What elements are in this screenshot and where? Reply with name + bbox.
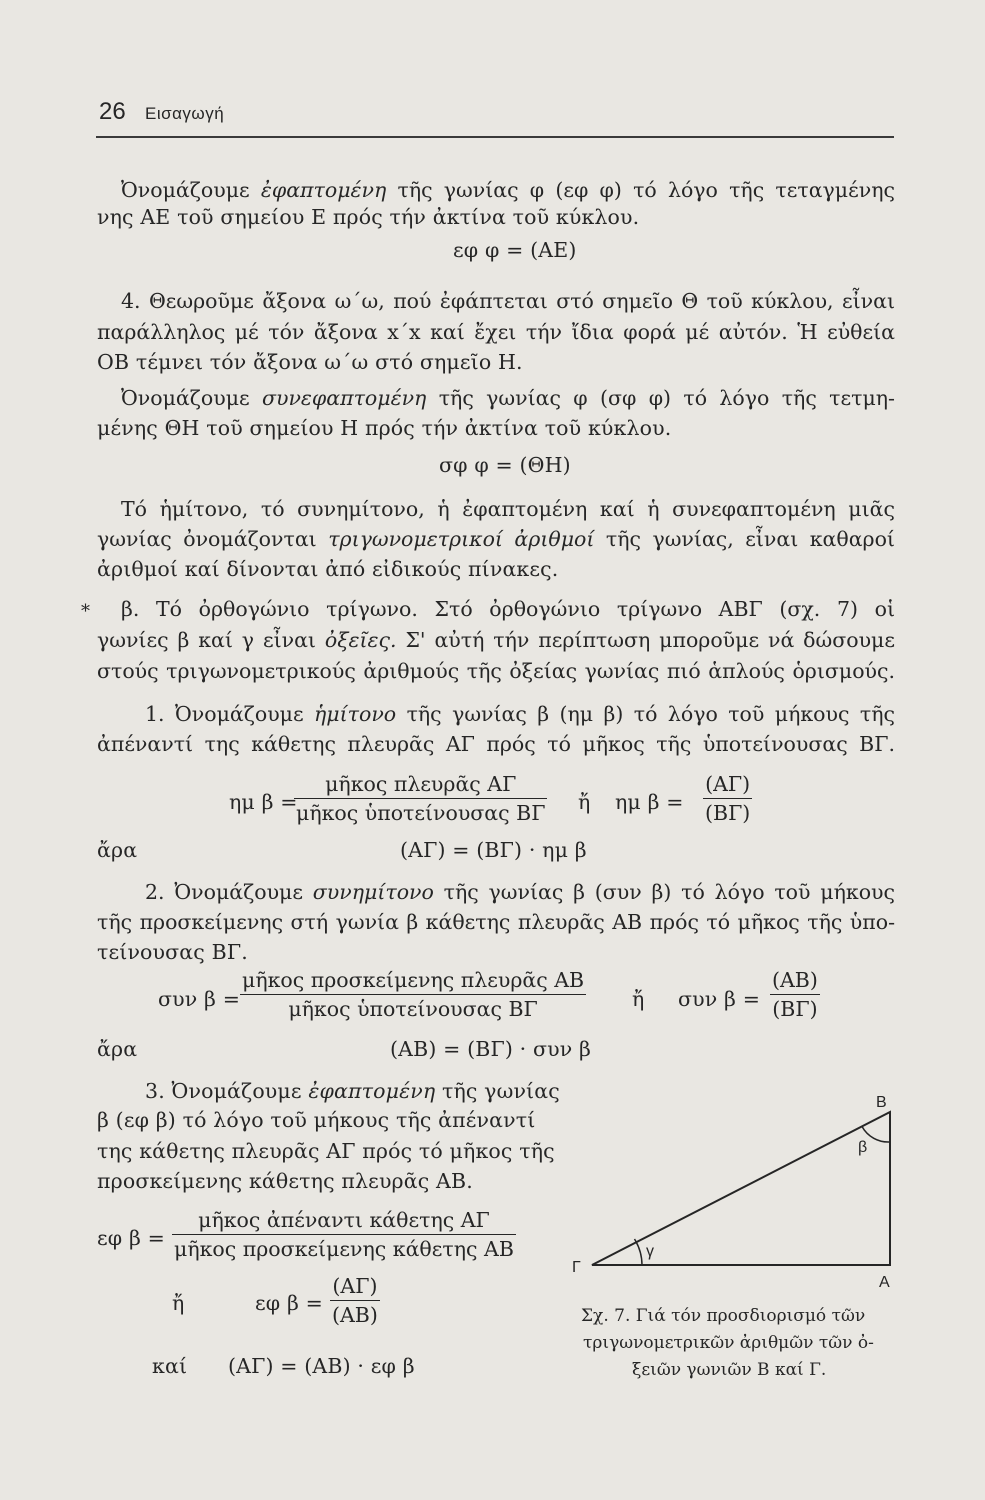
paragraph-line: Ὀνομάζουμε συνεφαπτομένη τῆς γωνίας φ (σφ φ) τό λόγο τῆς τετμη- — [121, 386, 895, 410]
paragraph-line: 1. Ὀνομάζουμε ἡμίτονο τῆς γωνίας β (ημ β) τό λόγο τοῦ μήκους τῆς — [145, 702, 895, 726]
page-number: 26 — [99, 98, 126, 125]
angle-label-beta: β — [858, 1139, 868, 1156]
formula-result-tangent: (ΑΓ) = (ΑΒ) · εφ β — [228, 1354, 415, 1378]
star-marker: * — [81, 601, 91, 622]
paragraph-line: 3. Ὀνομάζουμε ἐφαπτομένη τῆς γωνίας — [145, 1079, 560, 1103]
paragraph-line: ἀριθμοί καί δίνονται ἀπό εἰδικούς πίνακες. — [97, 557, 559, 581]
paragraph-line: Τό ἡμίτονο, τό συνημίτονο, ἡ ἐφαπτομένη καί ἡ συνεφαπτομένη μιᾶς — [121, 497, 895, 521]
formula-lhs: συν β = — [678, 987, 761, 1011]
paragraph-line: παράλληλος μέ τόν ἄξονα x΄x καί ἔχει τήν ἴδια φορά μέ αὐτόν. Ἡ εὐθεία — [97, 320, 895, 344]
formula-tangent-phi: εφ φ = (ΑΕ) — [453, 238, 577, 262]
paragraph-line: τείνουσας ΒΓ. — [97, 940, 248, 964]
formula-lhs: ημ β = — [615, 790, 684, 814]
formula-lhs: ημ β = — [229, 790, 298, 814]
fraction-cosine-words: μῆκος προσκείμενης πλευρᾶς ΑΒ μῆκος ὑποτείνουσας ΒΓ — [242, 968, 585, 1021]
section-heading-line: β. Τό ὀρθογώνιο τρίγωνο. Στό ὀρθογώνιο τρίγωνο ΑΒΓ (σχ. 7) οἱ — [121, 597, 895, 621]
vertex-label-a: Α — [879, 1274, 890, 1291]
figure-caption: ξειῶν γωνιῶν Β καί Γ. — [632, 1360, 827, 1380]
paragraph-line: νης ΑΕ τοῦ σημείου Ε πρός τήν ἀκτίνα τοῦ κύκλου. — [97, 205, 640, 229]
paragraph-line: ἀπέναντί της κάθετης πλευρᾶς ΑΓ πρός τό μῆκος τῆς ὑποτείνουσας ΒΓ. — [97, 732, 895, 756]
vertex-label-g: Γ — [572, 1259, 581, 1276]
formula-ara: ἄρα — [97, 838, 138, 862]
fraction-cosine-symbols: (ΑΒ) (ΒΓ) — [772, 968, 818, 1021]
figure-caption: Σχ. 7. Γιά τόν προσδιορισμό τῶν — [581, 1306, 866, 1326]
paragraph-line: 4. Θεωροῦμε ἄξονα ω΄ω, πού ἐφάπτεται στό σημεῖο Θ τοῦ κύκλου, εἶναι — [121, 289, 895, 313]
paragraph-line: μένης ΘΗ τοῦ σημείου Η πρός τήν ἀκτίνα τοῦ κύκλου. — [97, 416, 672, 440]
paragraph-line: γωνίες β καί γ εἶναι ὀξεῖες. Σ' αὐτή τήν περίπτωση μποροῦμε νά δώσουμε — [97, 628, 895, 652]
angle-label-gamma: γ — [646, 1243, 654, 1260]
paragraph-line: γωνίας ὀνομάζονται τριγωνομετρικοί ἀριθμοί τῆς γωνίας, εἶναι καθαροί — [97, 527, 895, 551]
formula-result-cosine: (ΑΒ) = (ΒΓ) · συν β — [390, 1037, 592, 1061]
running-header: Εισαγωγή — [145, 104, 225, 123]
formula-or: ἤ — [578, 790, 591, 814]
formula-lhs: εφ β = — [255, 1291, 323, 1315]
fraction-tangent-symbols: (ΑΓ) (ΑΒ) — [332, 1274, 378, 1327]
paragraph-line: ΟΒ τέμνει τόν ἄξονα ω΄ω στό σημεῖο Η. — [97, 350, 523, 374]
header-rule — [96, 136, 894, 138]
formula-kai: καί — [152, 1354, 188, 1378]
figure-caption: τριγωνομετρικῶν ἀριθμῶν τῶν ὀ- — [583, 1333, 874, 1353]
paragraph-line: της κάθετης πλευρᾶς ΑΓ πρός τό μῆκος τῆς — [97, 1139, 555, 1163]
paragraph-line: 2. Ὀνομάζουμε συνημίτονο τῆς γωνίας β (συν β) τό λόγο τοῦ μήκους — [145, 880, 895, 904]
vertex-label-b: Β — [876, 1094, 887, 1111]
formula-lhs: συν β = — [158, 987, 241, 1011]
paragraph-line: τῆς προσκείμενης στή γωνία β κάθετης πλευρᾶς ΑΒ πρός τό μῆκος τῆς ὑπο- — [97, 910, 895, 934]
paragraph-line: προσκείμενης κάθετης πλευρᾶς ΑΒ. — [97, 1169, 473, 1193]
formula-or: ἤ — [172, 1291, 185, 1315]
formula-lhs: εφ β = — [97, 1226, 165, 1250]
fraction-sine-symbols: (ΑΓ) (ΒΓ) — [705, 772, 751, 825]
fraction-tangent-words: μῆκος ἀπέναντι κάθετης ΑΓ μῆκος προσκείμενης κάθετης ΑΒ — [174, 1208, 514, 1261]
formula-cotangent-phi: σφ φ = (ΘΗ) — [439, 453, 571, 477]
formula-or: ἤ — [632, 987, 645, 1011]
formula-result-sine: (ΑΓ) = (ΒΓ) · ημ β — [400, 838, 587, 862]
formula-ara: ἄρα — [97, 1037, 138, 1061]
paragraph-line: Ὀνομάζουμε ἐφαπτομένη τῆς γωνίας φ (εφ φ) τό λόγο τῆς τεταγμένης — [121, 178, 895, 202]
paragraph-line: στούς τριγωνομετρικούς ἀριθμούς τῆς ὀξείας γωνίας πιό ἁπλούς ὁρισμούς. — [97, 659, 895, 683]
paragraph-line: β (εφ β) τό λόγο τοῦ μήκους τῆς ἀπέναντί — [97, 1108, 536, 1132]
right-triangle-figure — [560, 1080, 900, 1300]
fraction-sine-words: μῆκος πλευρᾶς ΑΓ μῆκος ὑποτείνουσας ΒΓ — [296, 772, 546, 825]
